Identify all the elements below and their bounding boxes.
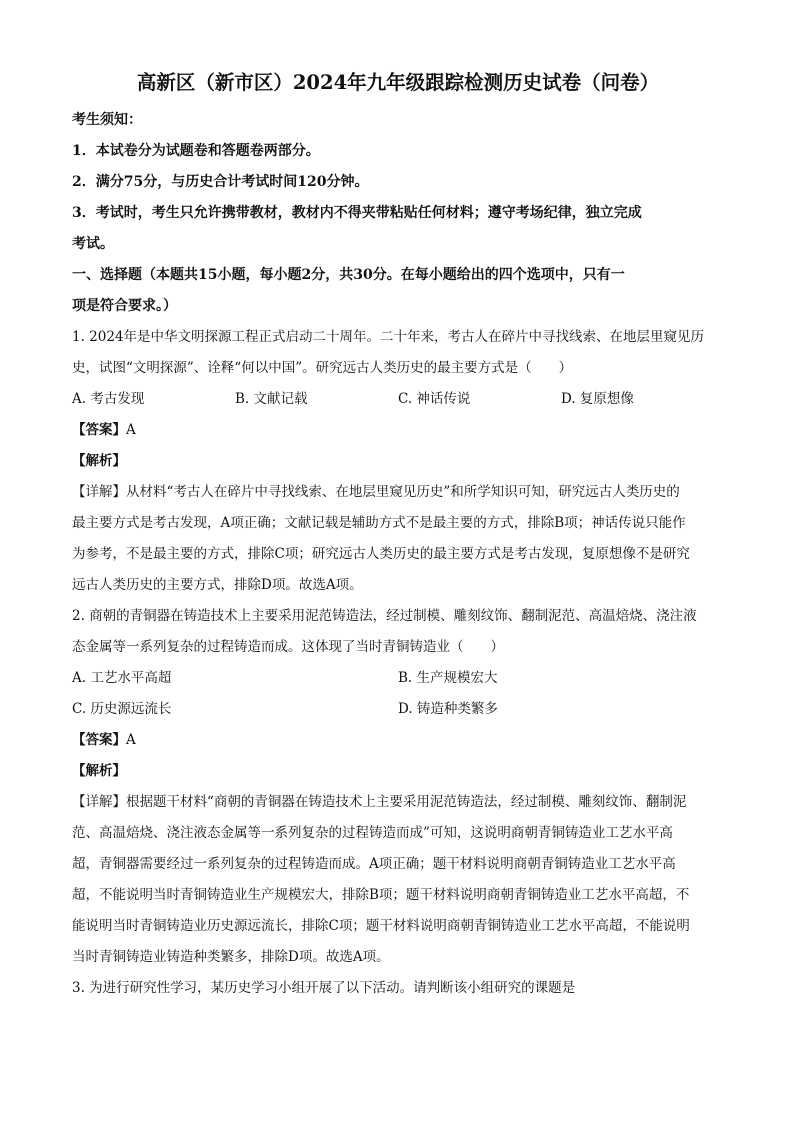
exam-page	[72, 70, 724, 1004]
page-title: 高新区（新市区）2024年九年级跟踪检测历史试卷（问卷）	[136, 71, 660, 94]
answer-value: A	[126, 422, 136, 438]
question-options	[72, 694, 724, 725]
question-stem: 态金属等一系列复杂的过程铸造而成。这体现了当时青铜铸造业（ ）	[72, 639, 504, 655]
detail-text: 超，不能说明当时青铜铸造业生产规模宏大，排除B项；题干材料说明商朝青铜铸造业工艺水平高超，不	[72, 887, 690, 903]
detail-text: 【详解】从材料“考古人在碎片中寻找线索、在地层里窥见历史”和所学知识可知，研究远古人类历史的	[72, 484, 680, 500]
question-options	[72, 663, 724, 694]
detail-text: 能说明当时青铜铸造业历史源远流长，排除C项；题干材料说明商朝青铜铸造业工艺水平高超，不能说明	[72, 918, 690, 934]
answer-label: 【答案】	[72, 732, 126, 748]
detail-text: 远古人类历史的主要方式，排除D项。故选A项。	[72, 577, 363, 593]
question-stem: 2. 商朝的青铜器在铸造技术上主要采用泥范铸造法，经过制模、雕刻纹饰、翻制泥范、高温焙烧、浇注液	[72, 608, 697, 624]
question-stem: 1. 2024年是中华文明探源工程正式启动二十周年。二十年来，考古人在碎片中寻找线索、在地层里窥见历	[72, 329, 705, 345]
option-d: D. 复原想像	[561, 391, 634, 407]
option-a: A. 工艺水平高超	[72, 670, 172, 686]
detail-text: 当时青铜铸造业铸造种类繁多，排除D项。故选A项。	[72, 949, 390, 965]
section-heading: 一、选择题（本题共15小题，每小题2分，共30分。在每小题给出的四个选项中，只有一	[72, 267, 625, 283]
question-stem: 3. 为进行研究性学习，某历史学习小组开展了以下活动。请判断该小组研究的课题是	[72, 980, 576, 996]
answer-label: 【答案】	[72, 422, 126, 438]
detail-text: 最主要方式是考古发现，A项正确；文献记载是辅助方式不是最主要的方式，排除B项；神话传说只能作	[72, 515, 686, 531]
option-c: C. 历史源远流长	[72, 701, 172, 717]
answer-value: A	[126, 732, 136, 748]
notice-heading: 考生须知：	[72, 112, 142, 128]
answer-line	[72, 415, 724, 446]
question-options	[72, 384, 724, 415]
option-d: D. 铸造种类繁多	[398, 701, 498, 717]
analysis-label: 【解析】	[72, 763, 126, 779]
option-b: B. 文献记载	[235, 391, 308, 407]
notice-item: 3．考试时，考生只允许携带教材，教材内不得夹带粘贴任何材料；遵守考场纪律，独立完成	[72, 205, 642, 221]
detail-text: 【详解】根据题干材料“商朝的青铜器在铸造技术上主要采用泥范铸造法，经过制模、雕刻纹饰、翻制泥	[72, 794, 687, 810]
detail-text: 超，青铜器需要经过一系列复杂的过程铸造而成。A项正确；题干材料说明商朝青铜铸造业工艺水平高	[72, 856, 676, 872]
question-1	[72, 322, 724, 601]
option-b: B. 生产规模宏大	[398, 670, 498, 686]
option-c: C. 神话传说	[398, 391, 471, 407]
detail-text: 为参考，不是最主要的方式，排除C项；研究远古人类历史的最主要方式是考古发现，复原想像不是研究	[72, 546, 690, 562]
question-2	[72, 601, 724, 973]
detail-text: 范、高温焙烧、浇注液态金属等一系列复杂的过程铸造而成”可知，这说明商朝青铜铸造业工艺水平高	[72, 825, 673, 841]
notice-item: 2．满分75分，与历史合计考试时间120分钟。	[72, 174, 369, 190]
notice-item: 1．本试卷分为试题卷和答题卷两部分。	[72, 143, 320, 159]
section-heading: 项是符合要求。）	[72, 298, 177, 314]
question-3	[72, 973, 724, 1004]
question-stem: 史，试图“文明探源”、诠释“何以中国”。研究远古人类历史的最主要方式是（ ）	[72, 360, 573, 376]
answer-line	[72, 725, 724, 756]
notice-item: 考试。	[72, 236, 114, 252]
analysis-label: 【解析】	[72, 453, 126, 469]
option-a: A. 考古发现	[72, 391, 145, 407]
